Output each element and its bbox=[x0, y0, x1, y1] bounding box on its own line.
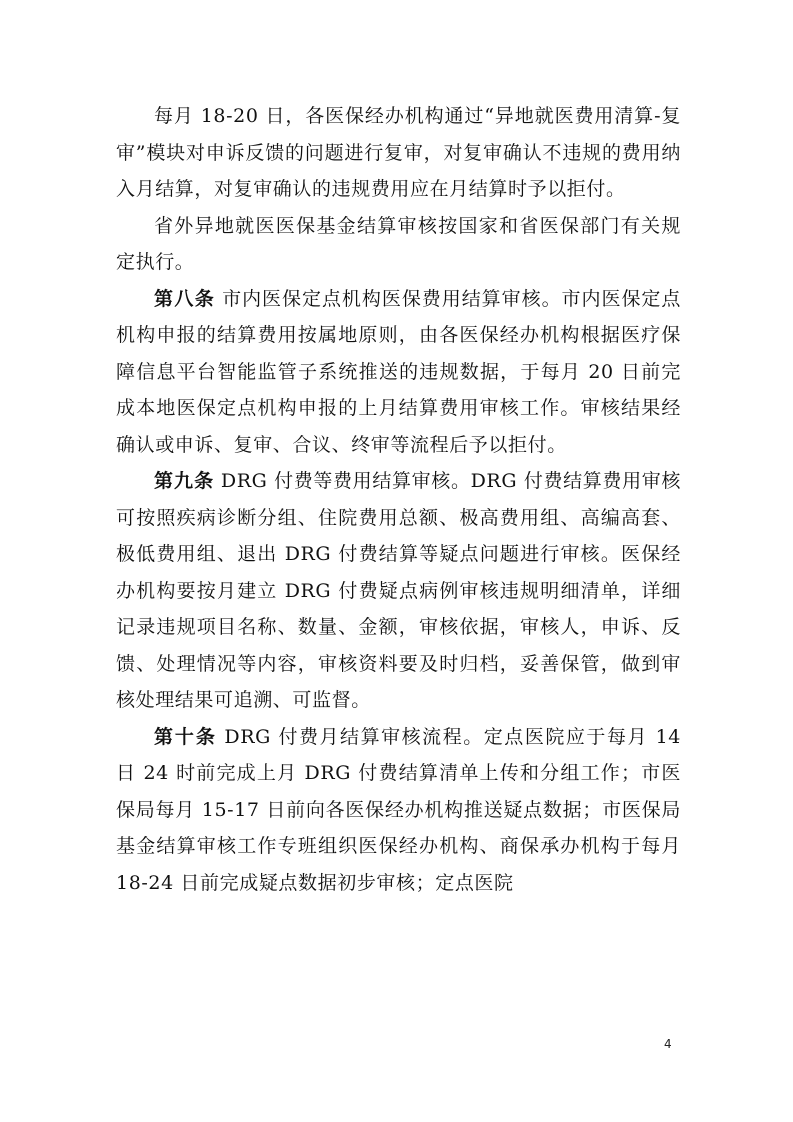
paragraph-provincial bbox=[116, 208, 681, 281]
paragraph-review bbox=[116, 98, 681, 208]
article-8-text: 市内医保定点机构医保费用结算审核。市内医保定点机构申报的结算费用按属地原则，由各医保经办机构根据医疗保障信息平台智能监管子系统推送的违规数据，于每月 20 日前完成本地医保定点机构申报的上月结算费用审核工作。审核结果经确认或申诉、复审、合议、终审等流程后予以拒付。 bbox=[116, 287, 681, 456]
paragraph-text: 每月 18-20 日，各医保经办机构通过“异地就医费用清算-复审”模块对申诉反馈的问题进行复审，对复审确认不违规的费用纳入月结算，对复审确认的违规费用应在月结算时予以拒付。 bbox=[116, 105, 681, 200]
page-number: 4 bbox=[664, 1037, 672, 1051]
article-10-heading: 第十条 bbox=[154, 725, 217, 748]
article-10-text: DRG 付费月结算审核流程。定点医院应于每月 14 日 24 时前完成上月 DRG 付费结算清单上传和分组工作；市医保局每月 15-17 日前向各医保经办机构推送疑点数据；市医保局基金结算审核工作专班组织医保经办机构、商保承办机构于每月 18-24 日前完成疑点数据初步审核；定点医院 bbox=[116, 725, 681, 894]
paragraph-text: 省外异地就医医保基金结算审核按国家和省医保部门有关规定执行。 bbox=[116, 214, 681, 273]
document-body bbox=[116, 98, 681, 901]
article-8-heading: 第八条 bbox=[154, 287, 216, 310]
article-10 bbox=[116, 719, 681, 902]
article-9 bbox=[116, 463, 681, 719]
article-9-text: DRG 付费等费用结算审核。DRG 付费结算费用审核可按照疾病诊断分组、住院费用总额、极高费用组、高编高套、极低费用组、退出 DRG 付费结算等疑点问题进行审核。医保经办机构要按月建立 DRG 付费疑点病例审核违规明细清单，详细记录违规项目名称、数量、金额，审核依据，审核人，申诉、反馈、处理情况等内容，审核资料要及时归档，妥善保管，做到审核处理结果可追溯、可监督。 bbox=[116, 470, 681, 711]
article-9-heading: 第九条 bbox=[154, 470, 215, 492]
article-8 bbox=[116, 281, 681, 464]
